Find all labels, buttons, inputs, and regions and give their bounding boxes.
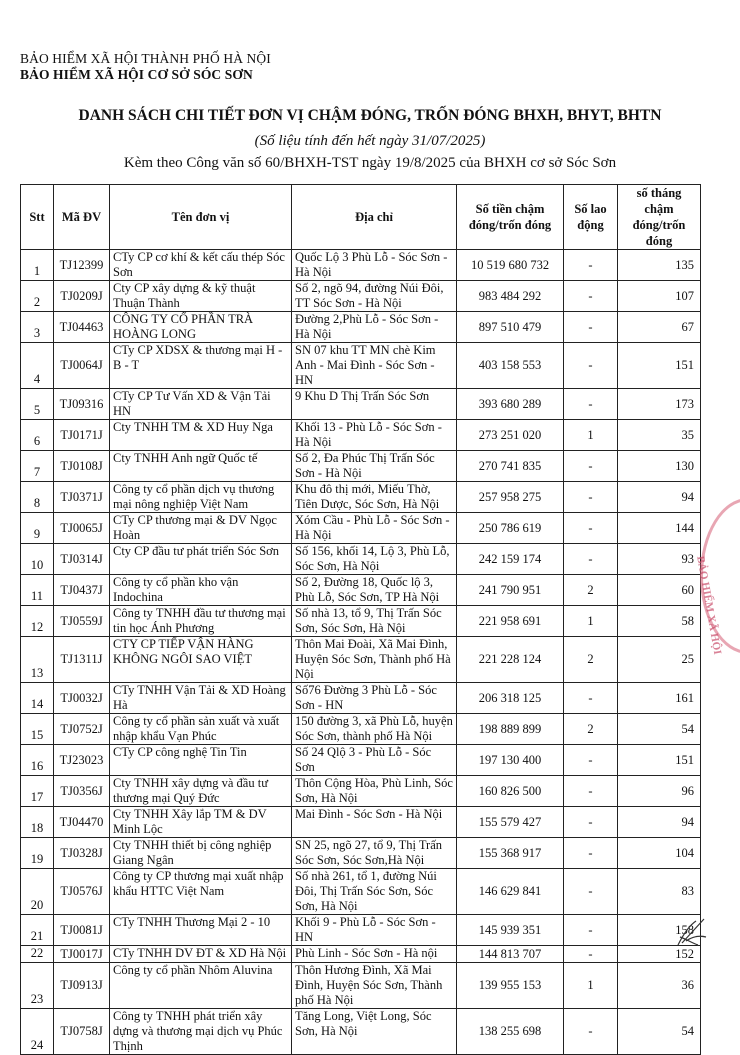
table-cell-amount: 155 579 427 [457,807,564,838]
table-cell-address: Khối 9 - Phù Lỗ - Sóc Sơn - HN [292,915,457,946]
table-row [21,745,701,776]
table-cell-code: TJ0328J [54,838,110,869]
table-header-row [21,185,701,250]
table-cell-stt: 9 [21,513,54,544]
table-cell-name: Cty TNHH thiết bị công nghiệp Giang Ngân [110,838,292,869]
column-header-code: Mã ĐV [54,185,110,250]
table-row [21,544,701,575]
table-cell-amount: 393 680 289 [457,389,564,420]
table-cell-months: 151 [618,745,701,776]
table-cell-address: Số 156, khối 14, Lộ 3, Phù Lỗ, Sóc Sơn, Hà Nội [292,544,457,575]
column-header-stt: Stt [21,185,54,250]
table-row [21,312,701,343]
table-cell-stt: 4 [21,343,54,389]
table-cell-employees: - [564,683,618,714]
stamp-text: BẢO HIỂM XÃ HỘI [694,555,724,656]
table-cell-code: TJ0065J [54,513,110,544]
table-cell-address: Số 2, ngõ 94, đường Núi Đôi, TT Sóc Sơn - Hà Nội [292,281,457,312]
table-cell-employees: 1 [564,963,618,1009]
branch-name: BẢO HIỂM XÃ HỘI CƠ SỞ SÓC SƠN [20,67,253,82]
table-cell-name: CTy CP công nghệ Tin Tin [110,745,292,776]
table-cell-amount: 139 955 153 [457,963,564,1009]
table-row [21,776,701,807]
table-cell-address: Tăng Long, Việt Long, Sóc Sơn, Hà Nội [292,1009,457,1055]
table-cell-address: Khu đô thị mới, Miếu Thờ, Tiên Dược, Sóc Sơn, Hà Nội [292,482,457,513]
table-row [21,1009,701,1055]
table-row [21,683,701,714]
table-cell-address: Số 24 Qlộ 3 - Phù Lỗ - Sóc Sơn [292,745,457,776]
table-cell-months: 94 [618,807,701,838]
document-reference-note: Kèm theo Công văn số 60/BHXH-TST ngày 19/8/2025 của BHXH cơ sở Sóc Sơn [123,155,617,171]
table-cell-address: 9 Khu D Thị Trấn Sóc Sơn [292,389,457,420]
table-cell-stt: 13 [21,637,54,683]
table-cell-stt: 10 [21,544,54,575]
table-cell-amount: 403 158 553 [457,343,564,389]
table-cell-stt: 20 [21,869,54,915]
table-cell-address: Khối 13 - Phù Lỗ - Sóc Sơn - Hà Nội [292,420,457,451]
table-cell-months: 36 [618,963,701,1009]
table-cell-code: TJ04470 [54,807,110,838]
signature-mark [676,915,710,949]
table-cell-name: Cty TNHH Xây lắp TM & DV Minh Lộc [110,807,292,838]
debt-table [20,184,701,1055]
table-cell-address: Số nhà 13, tổ 9, Thị Trấn Sóc Sơn, Sóc Sơn, Hà Nội [292,606,457,637]
table-cell-months: 96 [618,776,701,807]
table-cell-address: Số 2, Đa Phúc Thị Trấn Sóc Sơn - Hà Nội [292,451,457,482]
table-cell-code: TJ04463 [54,312,110,343]
table-cell-employees: - [564,946,618,963]
table-cell-name: Cty TNHH xây dựng và đầu tư thương mại Quý Đức [110,776,292,807]
table-row [21,420,701,451]
document-title: DANH SÁCH CHI TIẾT ĐƠN VỊ CHẬM ĐÓNG, TRỐN ĐÓNG BHXH, BHYT, BHTN [78,107,662,124]
table-cell-stt: 1 [21,250,54,281]
table-cell-address: SN 25, ngõ 27, tổ 9, Thị Trấn Sóc Sơn, Sóc Sơn,Hà Nội [292,838,457,869]
table-cell-code: TJ0576J [54,869,110,915]
table-cell-code: TJ0017J [54,946,110,963]
table-cell-code: TJ23023 [54,745,110,776]
table-cell-amount: 10 519 680 732 [457,250,564,281]
table-cell-months: 25 [618,637,701,683]
table-cell-amount: 198 889 899 [457,714,564,745]
table-row [21,389,701,420]
table-cell-amount: 273 251 020 [457,420,564,451]
column-header-name: Tên đơn vị [110,185,292,250]
table-cell-months: 54 [618,714,701,745]
table-cell-employees: - [564,451,618,482]
table-cell-name: CÔNG TY CỔ PHẦN TRÀ HOÀNG LONG [110,312,292,343]
table-cell-months: 67 [618,312,701,343]
table-cell-stt: 11 [21,575,54,606]
table-cell-address: Số 2, Đường 18, Quốc lộ 3, Phù Lỗ, Sóc Sơn, TP Hà Nội [292,575,457,606]
table-cell-code: TJ0171J [54,420,110,451]
table-cell-employees: 2 [564,714,618,745]
table-row [21,281,701,312]
column-header-amount: Số tiền chậm đóng/trốn đóng [457,185,564,250]
table-cell-months: 93 [618,544,701,575]
table-cell-months: 135 [618,250,701,281]
table-cell-amount: 241 790 951 [457,575,564,606]
table-cell-name: Công ty TNHH phát triển xây dựng và thương mại dịch vụ Phúc Thịnh [110,1009,292,1055]
table-cell-name: Công ty cổ phần dịch vụ thương mại nông nghiệp Việt Nam [110,482,292,513]
organization-name: BẢO HIỂM XÃ HỘI THÀNH PHỐ HÀ NỘI [20,51,271,66]
table-cell-stt: 17 [21,776,54,807]
table-cell-months: 60 [618,575,701,606]
table-cell-amount: 270 741 835 [457,451,564,482]
column-header-address: Địa chỉ [292,185,457,250]
column-header-months: số tháng chậm đóng/trốn đóng [618,185,701,250]
table-cell-code: TJ09316 [54,389,110,420]
table-cell-code: TJ12399 [54,250,110,281]
table-cell-stt: 19 [21,838,54,869]
table-cell-employees: - [564,915,618,946]
table-cell-amount: 197 130 400 [457,745,564,776]
table-cell-months: 161 [618,683,701,714]
table-cell-months: 94 [618,482,701,513]
table-cell-address: 150 đường 3, xã Phù Lỗ, huyện Sóc Sơn, thành phố Hà Nội [292,714,457,745]
table-cell-months: 107 [618,281,701,312]
table-cell-code: TJ0437J [54,575,110,606]
table-cell-name: Cty CP đầu tư phát triển Sóc Sơn [110,544,292,575]
table-cell-code: TJ1311J [54,637,110,683]
table-cell-amount: 160 826 500 [457,776,564,807]
table-cell-name: Công ty CP thương mại xuất nhập khẩu HTTC Việt Nam [110,869,292,915]
table-row [21,963,701,1009]
table-cell-address: Số76 Đường 3 Phù Lỗ - Sóc Sơn - HN [292,683,457,714]
table-cell-code: TJ0752J [54,714,110,745]
table-cell-stt: 2 [21,281,54,312]
table-cell-amount: 242 159 174 [457,544,564,575]
table-row [21,606,701,637]
table-cell-address: Mai Đình - Sóc Sơn - Hà Nội [292,807,457,838]
table-cell-stt: 15 [21,714,54,745]
table-cell-code: TJ0559J [54,606,110,637]
table-row [21,838,701,869]
table-cell-amount: 145 939 351 [457,915,564,946]
table-row [21,915,701,946]
table-cell-stt: 18 [21,807,54,838]
table-cell-stt: 6 [21,420,54,451]
table-row [21,451,701,482]
table-cell-amount: 250 786 619 [457,513,564,544]
table-row [21,869,701,915]
table-cell-stt: 5 [21,389,54,420]
table-row [21,482,701,513]
table-cell-employees: - [564,482,618,513]
table-cell-name: CTY CP TIẾP VẬN HÀNG KHÔNG NGÔI SAO VIỆT [110,637,292,683]
table-cell-name: Công ty cổ phần sản xuất và xuất nhập khẩu Vạn Phúc [110,714,292,745]
table-cell-amount: 897 510 479 [457,312,564,343]
table-cell-months: 144 [618,513,701,544]
table-cell-amount: 983 484 292 [457,281,564,312]
table-cell-stt: 7 [21,451,54,482]
table-row [21,250,701,281]
table-cell-stt: 24 [21,1009,54,1055]
table-cell-name: CTy TNHH DV ĐT & XD Hà Nội [110,946,292,963]
table-cell-employees: - [564,250,618,281]
table-cell-employees: - [564,745,618,776]
table-cell-code: TJ0209J [54,281,110,312]
table-cell-name: CTy CP thương mại & DV Ngọc Hoàn [110,513,292,544]
table-cell-address: Xóm Cầu - Phù Lỗ - Sóc Sơn - Hà Nội [292,513,457,544]
table-cell-employees: - [564,389,618,420]
table-cell-code: TJ0356J [54,776,110,807]
table-cell-amount: 221 958 691 [457,606,564,637]
table-cell-months: 173 [618,389,701,420]
table-cell-address: Thôn Cộng Hòa, Phù Linh, Sóc Sơn, Hà Nội [292,776,457,807]
table-cell-amount: 155 368 917 [457,838,564,869]
table-cell-months: 54 [618,1009,701,1055]
table-row [21,637,701,683]
table-cell-code: TJ0081J [54,915,110,946]
table-cell-employees: 2 [564,637,618,683]
table-cell-address: Đường 2,Phù Lỗ - Sóc Sơn - Hà Nội [292,312,457,343]
table-cell-months: 130 [618,451,701,482]
table-cell-employees: - [564,869,618,915]
table-cell-employees: - [564,343,618,389]
table-body [21,250,701,1055]
table-cell-name: Công ty cổ phần Nhôm Aluvina [110,963,292,1009]
table-cell-name: Công ty TNHH đầu tư thương mại tin học Ánh Phương [110,606,292,637]
table-cell-employees: - [564,776,618,807]
table-row [21,807,701,838]
table-cell-months: 58 [618,606,701,637]
table-cell-code: TJ0371J [54,482,110,513]
table-cell-employees: - [564,838,618,869]
table-cell-stt: 16 [21,745,54,776]
table-row [21,714,701,745]
table-cell-stt: 8 [21,482,54,513]
table-cell-employees: 1 [564,606,618,637]
table-cell-stt: 3 [21,312,54,343]
table-cell-stt: 23 [21,963,54,1009]
table-cell-employees: 2 [564,575,618,606]
table-cell-employees: - [564,1009,618,1055]
table-cell-code: TJ0032J [54,683,110,714]
table-cell-amount: 146 629 841 [457,869,564,915]
table-cell-name: Cty TNHH Anh ngữ Quốc tế [110,451,292,482]
table-cell-address: Số nhà 261, tổ 1, đường Núi Đôi, Thị Trấn Sóc Sơn, Sóc Sơn, Hà Nội [292,869,457,915]
table-cell-address: Phù Linh - Sóc Sơn - Hà nội [292,946,457,963]
table-row [21,575,701,606]
table-cell-employees: - [564,544,618,575]
table-cell-employees: - [564,281,618,312]
table-cell-months: 83 [618,869,701,915]
table-cell-months: 158 [618,915,701,946]
table-cell-stt: 14 [21,683,54,714]
table-cell-amount: 144 813 707 [457,946,564,963]
table-cell-name: Cty CP xây dựng & kỹ thuật Thuận Thành [110,281,292,312]
column-header-employees: Số lao động [564,185,618,250]
table-cell-months: 151 [618,343,701,389]
table-cell-address: Quốc Lộ 3 Phù Lỗ - Sóc Sơn - Hà Nội [292,250,457,281]
table-cell-amount: 206 318 125 [457,683,564,714]
table-row [21,513,701,544]
table-cell-stt: 12 [21,606,54,637]
table-cell-stt: 22 [21,946,54,963]
table-row [21,343,701,389]
table-cell-address: Thôn Hương Đình, Xã Mai Đình, Huyện Sóc Sơn, Thành phố Hà Nội [292,963,457,1009]
table-cell-address: Thôn Mai Đoài, Xã Mai Đình, Huyện Sóc Sơn, Thành phố Hà Nội [292,637,457,683]
table-cell-name: CTy CP cơ khí & kết cấu thép Sóc Sơn [110,250,292,281]
table-cell-stt: 21 [21,915,54,946]
table-cell-name: CTy CP XDSX & thương mại H - B - T [110,343,292,389]
table-cell-name: Công ty cổ phần kho vận Indochina [110,575,292,606]
table-cell-code: TJ0064J [54,343,110,389]
table-cell-name: CTy CP Tư Vấn XD & Vận Tải HN [110,389,292,420]
table-cell-name: Cty TNHH TM & XD Huy Nga [110,420,292,451]
table-cell-months: 104 [618,838,701,869]
table-cell-employees: - [564,513,618,544]
table-row [21,946,701,963]
table-cell-amount: 257 958 275 [457,482,564,513]
table-cell-months: 152 [618,946,701,963]
table-cell-name: CTy TNHH Vận Tải & XD Hoàng Hà [110,683,292,714]
table-cell-employees: - [564,807,618,838]
table-cell-employees: - [564,312,618,343]
table-cell-name: CTy TNHH Thương Mại 2 - 10 [110,915,292,946]
table-cell-amount: 138 255 698 [457,1009,564,1055]
table-cell-code: TJ0314J [54,544,110,575]
table-cell-employees: 1 [564,420,618,451]
table-cell-months: 35 [618,420,701,451]
table-cell-address: SN 07 khu TT MN chè Kim Anh - Mai Đình - Sóc Sơn - HN [292,343,457,389]
table-cell-amount: 221 228 124 [457,637,564,683]
table-cell-code: TJ0913J [54,963,110,1009]
document-subtitle: (Số liệu tính đến hết ngày 31/07/2025) [254,133,486,149]
table-cell-code: TJ0758J [54,1009,110,1055]
table-cell-code: TJ0108J [54,451,110,482]
